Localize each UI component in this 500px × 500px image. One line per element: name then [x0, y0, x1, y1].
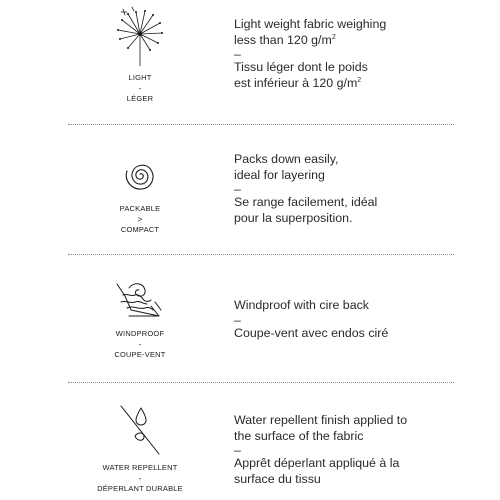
section-divider	[68, 382, 454, 383]
description-fr-line2: est inférieur à 120 $g/m^2$	[234, 75, 362, 90]
description-fr-line1: Tissu léger dont le poids	[234, 60, 368, 74]
feature-label-en: LIGHT	[128, 73, 152, 82]
description-en-line2: ideal for layering	[234, 167, 325, 182]
feature-label-fr: COMPACT	[120, 225, 160, 234]
feature-label-separator: -	[138, 340, 142, 349]
description-fr-line1: Coupe-vent avec endos ciré	[234, 325, 389, 340]
feature-icon-column	[95, 402, 185, 495]
feature-label-fr: LÉGER	[126, 94, 154, 103]
feature-description	[234, 298, 474, 341]
feature-label-separator: -	[138, 474, 142, 483]
description-dash: –	[234, 182, 241, 196]
description-en-line1: Packs down easily,	[234, 152, 339, 166]
feature-icon-column	[95, 278, 185, 361]
description-dash: –	[234, 443, 241, 457]
feature-description	[234, 17, 474, 91]
description-fr-line1: Apprêt déperlant appliqué à la	[234, 456, 400, 470]
section-divider	[68, 254, 454, 255]
spiral-icon	[115, 149, 165, 199]
feature-description	[234, 152, 474, 226]
description-en-line1: Windproof with cire back	[234, 298, 369, 312]
description-en-line2: less than 120 $g/m^2$	[234, 32, 336, 47]
wind-fabric-icon	[115, 278, 165, 322]
feature-label-fr: COUPE-VENT	[114, 350, 166, 359]
feature-icon-column	[95, 6, 185, 105]
description-dash: –	[234, 47, 241, 61]
feature-label-separator: >	[137, 215, 143, 224]
description-dash: –	[234, 312, 241, 327]
description-en-line1: Light weight fabric weighing	[234, 17, 387, 31]
description-fr-line2: pour la superposition.	[234, 210, 353, 225]
description-fr-line2: surface du tissu	[234, 471, 321, 486]
feature-label-separator: -	[138, 84, 142, 93]
dandelion-icon	[112, 6, 168, 66]
feature-label-en: WINDPROOF	[115, 329, 165, 338]
feature-label-en: PACKABLE	[119, 204, 161, 213]
feature-label-en: WATER REPELLENT	[102, 463, 178, 472]
feature-label-fr: DÉPERLANT DURABLE	[97, 484, 183, 493]
water-drop-icon	[115, 402, 165, 458]
description-en-line1: Water repellent finish applied to	[234, 413, 408, 427]
description-en-line2: the surface of the fabric	[234, 428, 364, 443]
feature-icon-column	[95, 149, 185, 236]
section-divider	[68, 124, 454, 125]
description-fr-line1: Se range facilement, idéal	[234, 195, 378, 209]
feature-description	[234, 413, 474, 487]
